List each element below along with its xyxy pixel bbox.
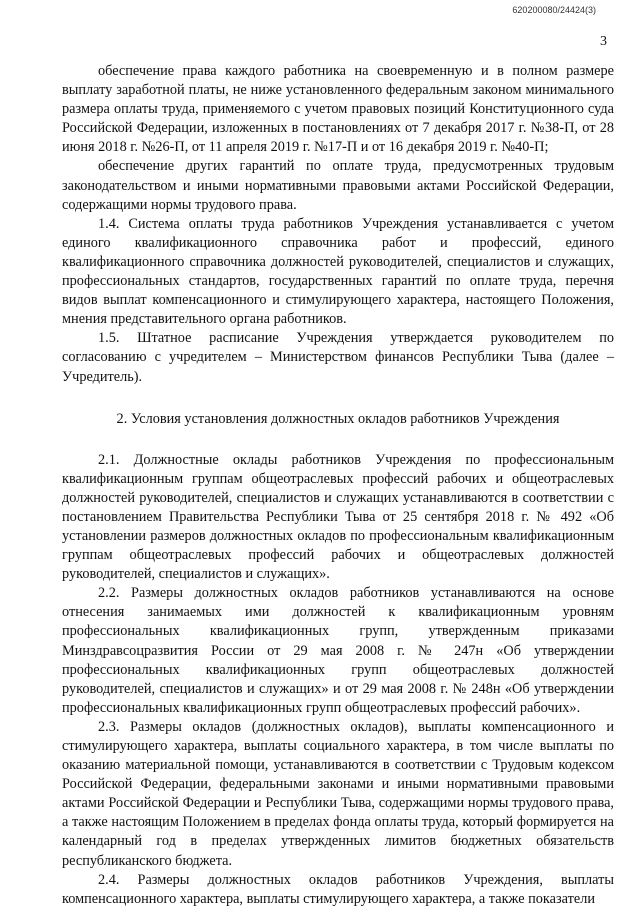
section-heading: 2. Условия установления должностных окладов работников Учреждения [116, 410, 560, 427]
paragraph-1-5: 1.5. Штатное расписание Учреждения утверждается руководителем по согласованию с учредителем – Министерством финансов Республики Тыва (далее – Учредитель). [62, 330, 614, 385]
paragraph-2-1: 2.1. Должностные оклады работников Учреждения по профессиональным квалификационным группам общеотраслевых профессий рабочих и общеотраслевых должностей руководителей, специалистов и служащих устанавливаются в соответствии с постановлением Правительства Республики Тыва от 25 сентября 2018 г. № 492 «Об установлении размеров должностных окладов по профессиональным квалификационным группам общеотраслевых профессий рабочих и общеотраслевых должностей руководителей, специалистов и служащих». [62, 451, 614, 583]
document-code: 620200080/24424(3) [512, 5, 596, 15]
page-number: 3 [600, 34, 607, 49]
paragraph-wage-guarantee: обеспечение права каждого работника на своевременную и в полном размере выплату заработной платы, не ниже установленного федеральным законом минимального размера оплаты труда, применяемого с учетом правовых позиций Конституционного суда Российской Федерации, изложенных в постановлениях от 7 декабря 2017 г. №38-П, от 28 июня 2018 г. №26-П, от 11 апреля 2019 г. №17-П и от 16 декабря 2019 г. №40-П; [62, 63, 614, 156]
document-body [62, 62, 614, 909]
paragraph-2-4: 2.4. Размеры должностных окладов работников Учреждения, выплаты компенсационного характера, выплаты стимулирующего характера, а также показатели [62, 871, 614, 907]
paragraph-2-3: 2.3. Размеры окладов (должностных окладов), выплаты компенсационного и стимулирующего характера, выплаты социального характера, в том числе выплаты по оказанию материальной помощи, устанавливаются в соответствии с Трудовым кодексом Российской Федерации, федеральными законами и иными нормативными правовыми актами Российской Федерации и Республики Тыва, содержащими нормы трудового права, а также настоящим Положением в пределах фонда оплаты труда, который формируется на календарный год в пределах утвержденных лимитов бюджетных обязательств республиканского бюджета. [62, 718, 614, 869]
paragraph-other-guarantees: обеспечение других гарантий по оплате труда, предусмотренных трудовым законодательством и иными нормативными правовыми актами Российской Федерации, содержащими нормы трудового права. [62, 158, 614, 213]
paragraph-2-2: 2.2. Размеры должностных окладов работников устанавливаются на основе отнесения занимаемых ими должностей к квалификационным уровням профессиональных квалификационных групп, утвержденным приказами Минздравсоцразвития России от 29 мая 2008 г. № 247н «Об утверждении профессиональных квалификационных групп общеотраслевых должностей руководителей, специалистов и служащих» и от 29 мая 2008 г. № 248н «Об утверждении профессиональных квалификационных групп общеотраслевых профессий рабочих». [62, 585, 614, 716]
paragraph-1-4: 1.4. Система оплаты труда работников Учреждения устанавливается с учетом единого квалификационного справочника работ и профессий, единого квалификационного справочника должностей руководителей, специалистов и служащих, профессиональных стандартов, государственных гарантий по оплате труда, перечня видов выплат компенсационного и стимулирующего характера, настоящего Положения, мнения представительного органа работников. [62, 215, 614, 328]
